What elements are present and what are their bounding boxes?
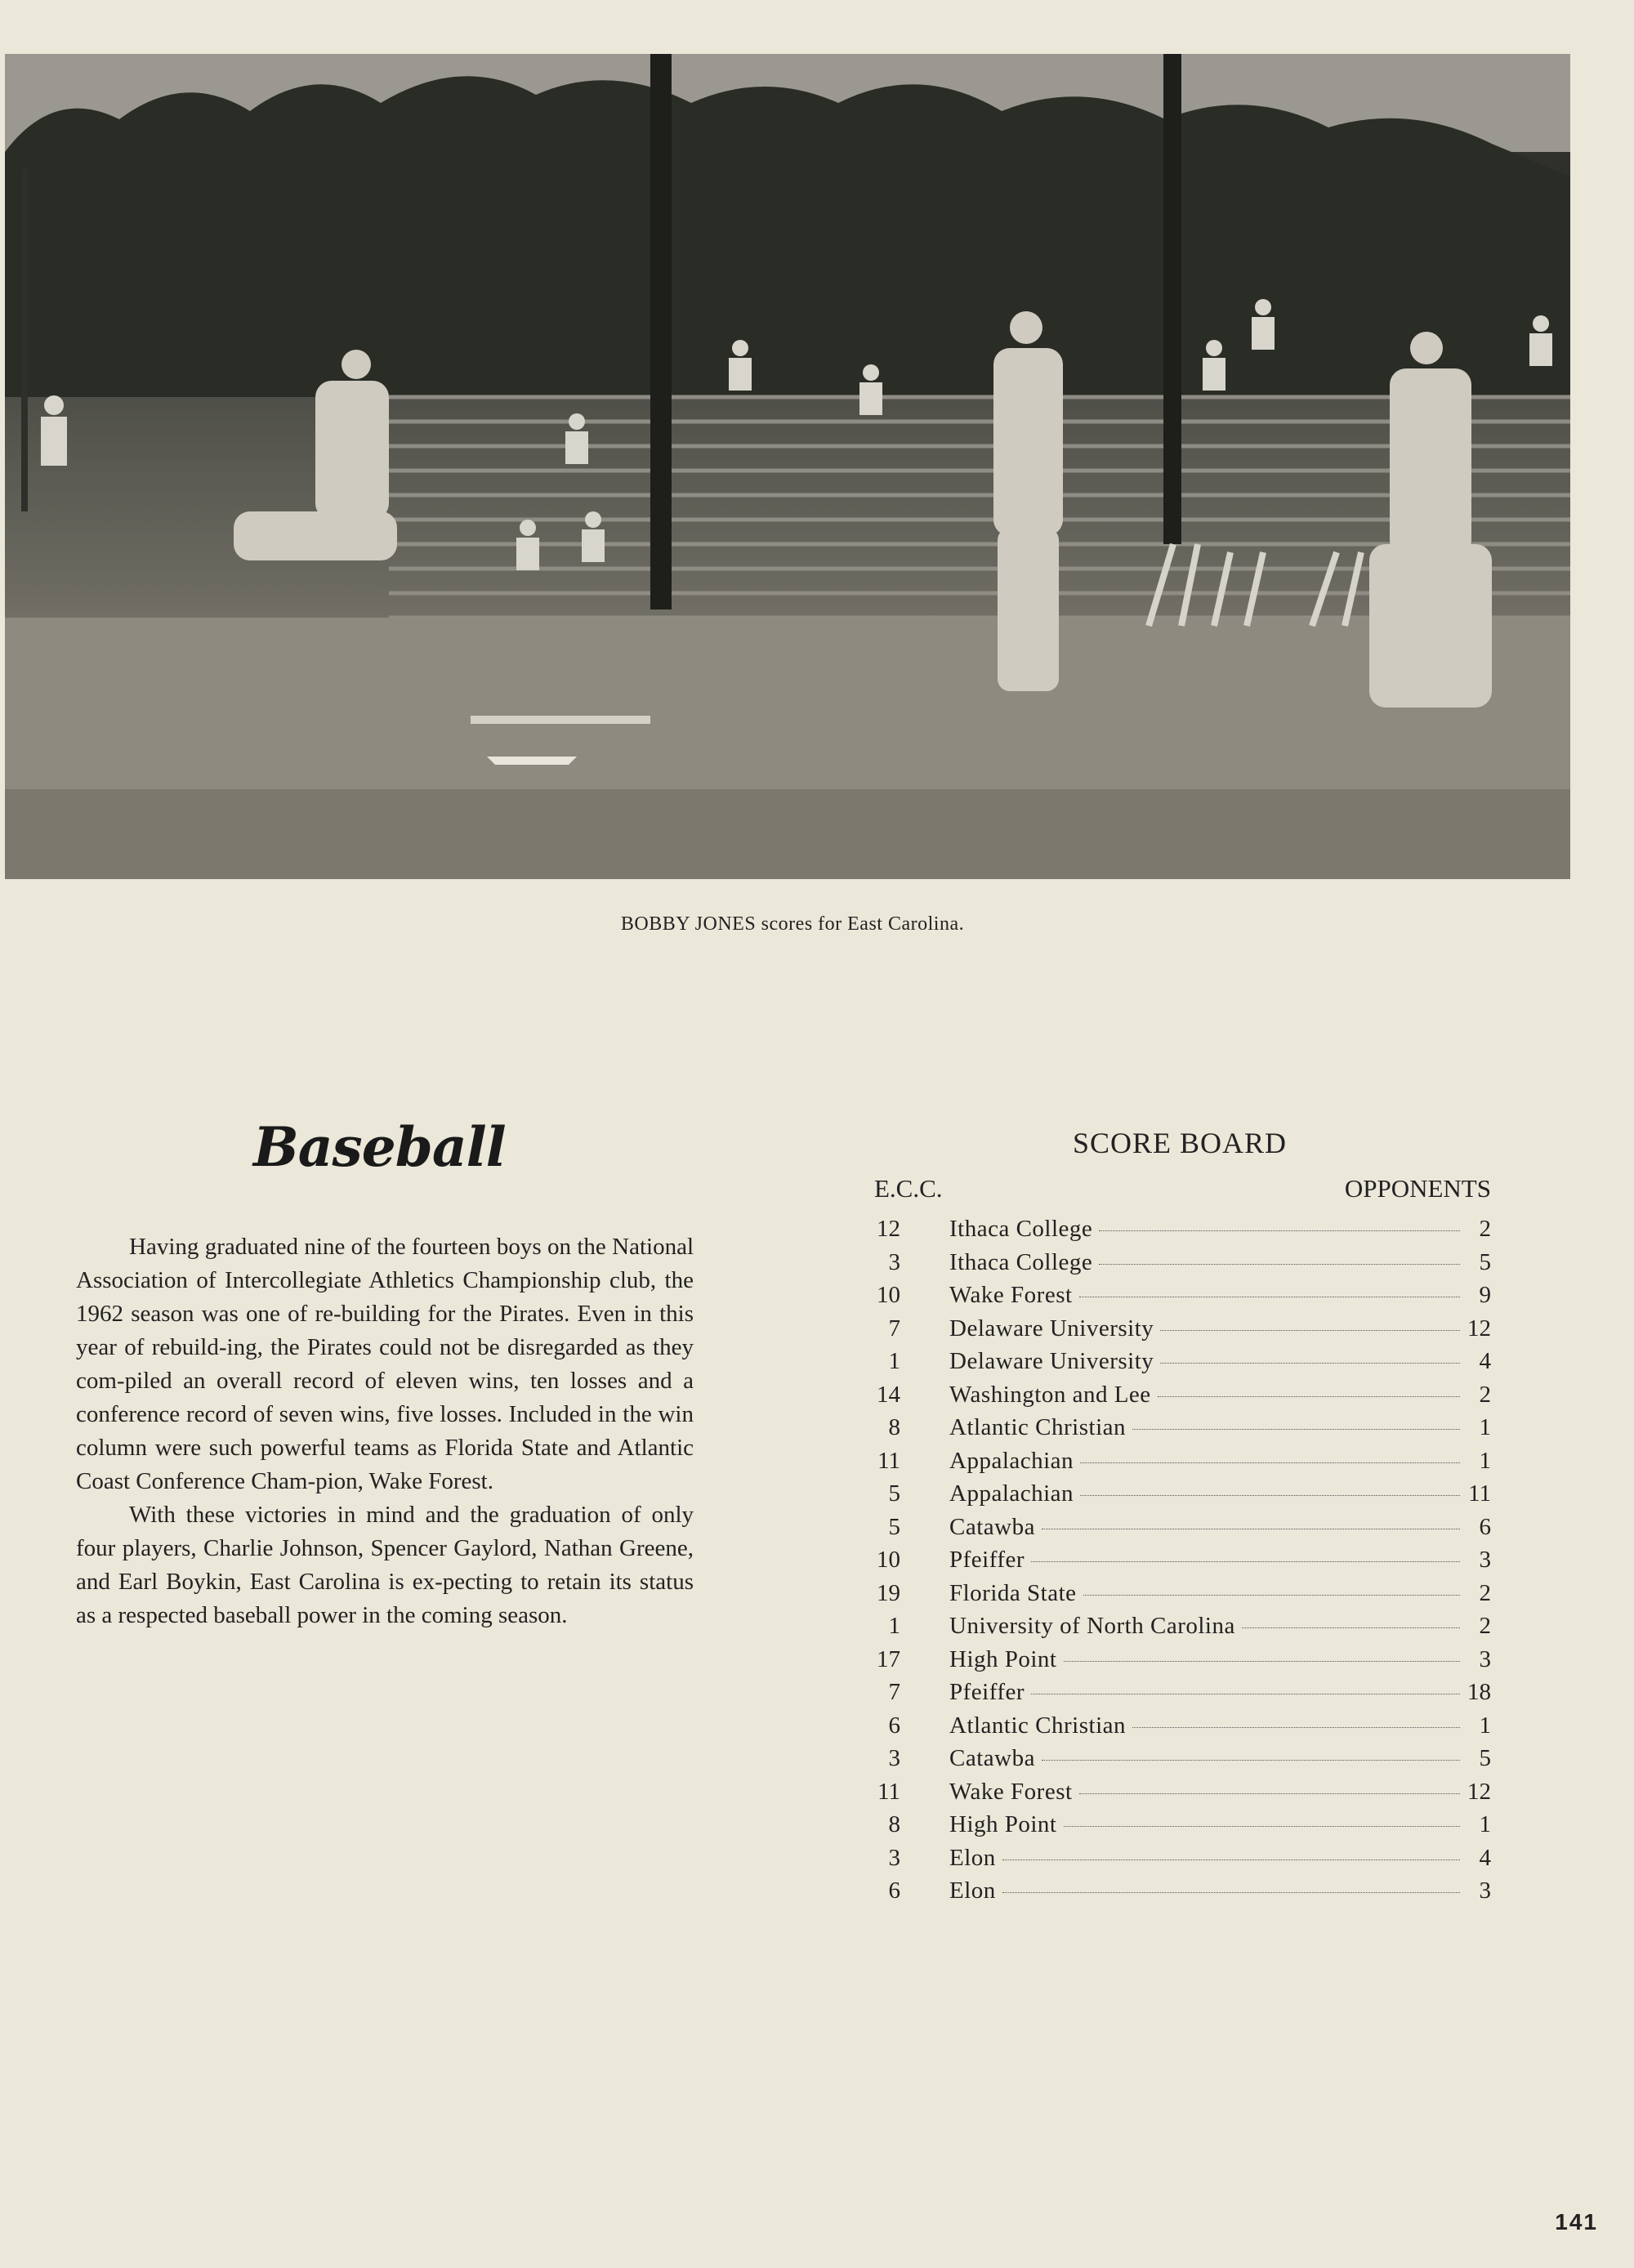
score-team: Catawba (949, 1745, 1035, 1771)
score-ecc: 11 (877, 1778, 900, 1805)
score-ecc: 17 (877, 1645, 900, 1672)
photo-caption: BOBBY JONES scores for East Carolina. (620, 913, 965, 935)
score-ecc: 12 (877, 1216, 900, 1242)
score-ecc: 3 (888, 1844, 900, 1871)
article-title: Baseball (253, 1115, 506, 1179)
score-ecc: 6 (888, 1712, 900, 1739)
score-ecc: 14 (877, 1381, 900, 1408)
score-opponent: 2 (1479, 1381, 1491, 1408)
score-ecc: 6 (888, 1877, 900, 1904)
score-team: Ithaca College (949, 1248, 1093, 1275)
score-opponent: 2 (1479, 1613, 1491, 1639)
score-ecc: 8 (888, 1811, 900, 1837)
score-team: Wake Forest (949, 1778, 1073, 1805)
score-ecc: 8 (888, 1414, 900, 1440)
score-opponent: 4 (1479, 1348, 1491, 1374)
score-opponent: 9 (1479, 1282, 1491, 1308)
score-team: Delaware University (949, 1348, 1154, 1374)
score-row (850, 1646, 1491, 1680)
score-leader-dots (1099, 1264, 1460, 1265)
score-leader-dots (1064, 1826, 1461, 1827)
score-opponent: 18 (1467, 1679, 1491, 1705)
score-ecc: 7 (888, 1315, 900, 1342)
score-leader-dots (1160, 1330, 1460, 1331)
score-team: Appalachian (949, 1447, 1074, 1474)
score-ecc: 7 (888, 1679, 900, 1705)
score-opponent: 1 (1479, 1414, 1491, 1440)
score-leader-dots (1083, 1595, 1460, 1596)
score-ecc: 5 (888, 1480, 900, 1507)
score-opponent: 12 (1467, 1778, 1491, 1805)
score-row (850, 1712, 1491, 1746)
score-leader-dots (1064, 1661, 1461, 1662)
score-team: High Point (949, 1645, 1057, 1672)
score-row (850, 1745, 1491, 1779)
score-opponent: 11 (1468, 1480, 1491, 1507)
score-row (850, 1779, 1491, 1812)
score-row (850, 1414, 1491, 1448)
score-team: Appalachian (949, 1480, 1074, 1507)
score-row (850, 1811, 1491, 1845)
score-row (850, 1877, 1491, 1911)
score-team: Elon (949, 1877, 996, 1904)
score-row (850, 1480, 1491, 1514)
score-team: Catawba (949, 1513, 1035, 1540)
score-team: Atlantic Christian (949, 1712, 1126, 1739)
score-opponent: 2 (1479, 1579, 1491, 1606)
score-ecc: 10 (877, 1547, 900, 1573)
score-opponent: 5 (1479, 1248, 1491, 1275)
score-ecc: 5 (888, 1513, 900, 1540)
score-row (850, 1613, 1491, 1646)
score-team: Elon (949, 1844, 996, 1871)
score-opponent: 12 (1467, 1315, 1491, 1342)
score-opponent: 5 (1479, 1745, 1491, 1771)
score-leader-dots (1031, 1561, 1460, 1562)
article-paragraph: Having graduated nine of the fourteen boys on the National Association of Intercollegiate Athletics Championship club, the 1962 season was one of re-building for the Pirates. Even in this year of rebuild-ing, the Pirates could not be disregarded as they com-piled an overall record of eleven wins, ten losses and a conference record of seven wins, five losses. Included in the win column were such powerful teams as Florida State and Atlantic Coast Conference Cham-pion, Wake Forest. (76, 1234, 694, 1494)
score-leader-dots (1002, 1892, 1460, 1893)
score-ecc: 3 (888, 1745, 900, 1771)
score-ecc: 11 (877, 1447, 900, 1474)
score-opponent: 1 (1479, 1811, 1491, 1837)
score-team: Pfeiffer (949, 1547, 1025, 1573)
score-opponent: 3 (1479, 1645, 1491, 1672)
score-opponent: 2 (1479, 1216, 1491, 1242)
score-leader-dots (1242, 1627, 1460, 1628)
score-row (850, 1216, 1491, 1249)
page-number: 141 (1555, 2209, 1598, 2235)
baseball-photo (5, 54, 1570, 879)
score-leader-dots (1158, 1396, 1460, 1397)
score-team: Wake Forest (949, 1282, 1073, 1308)
scoreboard-table (850, 1216, 1491, 1911)
score-team: Florida State (949, 1579, 1077, 1606)
score-row (850, 1580, 1491, 1614)
score-opponent: 1 (1479, 1712, 1491, 1739)
score-opponent: 3 (1479, 1547, 1491, 1573)
score-leader-dots (1080, 1495, 1460, 1496)
scoreboard-header-ecc: E.C.C. (874, 1174, 943, 1203)
score-leader-dots (1132, 1429, 1460, 1430)
score-opponent: 6 (1479, 1513, 1491, 1540)
score-row (850, 1845, 1491, 1878)
score-row (850, 1514, 1491, 1547)
score-leader-dots (1099, 1230, 1460, 1231)
score-row (850, 1547, 1491, 1580)
score-team: Pfeiffer (949, 1679, 1025, 1705)
article-body (76, 1230, 694, 1632)
score-opponent: 4 (1479, 1844, 1491, 1871)
score-team: Washington and Lee (949, 1381, 1151, 1408)
score-ecc: 3 (888, 1248, 900, 1275)
score-row (850, 1249, 1491, 1283)
score-opponent: 3 (1479, 1877, 1491, 1904)
article-paragraph: With these victories in mind and the graduation of only four players, Charlie Johnson, Spencer Gaylord, Nathan Greene, and Earl Boykin, East Carolina is ex-pecting to retain its status as a respected baseball power in the coming season. (76, 1502, 694, 1628)
score-team: Ithaca College (949, 1216, 1093, 1242)
score-leader-dots (1080, 1462, 1460, 1463)
score-ecc: 1 (888, 1613, 900, 1639)
score-team: University of North Carolina (949, 1613, 1235, 1639)
score-leader-dots (1160, 1363, 1460, 1364)
score-opponent: 1 (1479, 1447, 1491, 1474)
score-ecc: 1 (888, 1348, 900, 1374)
score-row (850, 1348, 1491, 1382)
score-row (850, 1679, 1491, 1712)
score-team: High Point (949, 1811, 1057, 1837)
scoreboard-title: SCORE BOARD (1073, 1127, 1288, 1159)
score-ecc: 19 (877, 1579, 900, 1606)
score-row (850, 1448, 1491, 1481)
score-team: Atlantic Christian (949, 1414, 1126, 1440)
scoreboard-header-opponents: OPPONENTS (1344, 1174, 1491, 1203)
score-leader-dots (1042, 1760, 1460, 1761)
score-row (850, 1282, 1491, 1315)
score-team: Delaware University (949, 1315, 1154, 1342)
score-row (850, 1382, 1491, 1415)
score-leader-dots (1132, 1727, 1460, 1728)
score-row (850, 1315, 1491, 1349)
score-leader-dots (1079, 1793, 1460, 1794)
score-ecc: 10 (877, 1282, 900, 1308)
score-leader-dots (1002, 1859, 1460, 1860)
